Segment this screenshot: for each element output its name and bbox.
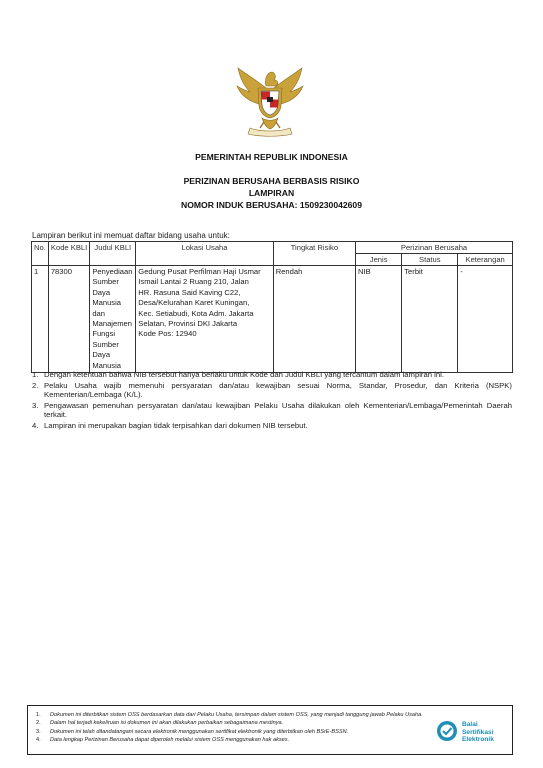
header-lokasi-usaha: Lokasi Usaha (136, 242, 273, 266)
cell-jenis: NIB (356, 266, 402, 373)
header-keterangan: Keterangan (458, 254, 513, 266)
bse-label: Balai Sertifikasi Elektronik (462, 721, 494, 744)
lokasi-line: Selatan, Provinsi DKI Jakarta (138, 319, 238, 329)
list-item: 4. Lampiran ini merupakan bagian tidak terpisahkan dari dokumen NIB tersebut. (32, 420, 308, 430)
header-tingkat-risiko: Tingkat Risiko (273, 242, 355, 266)
list-item: 3. Pengawasan pemenuhan persyaratan dan/atau kewajiban Pelaku Usaha dilakukan oleh Kementerian/Lembaga/Pemerintah Daerah terkait. (32, 400, 512, 420)
header-no: No. (32, 242, 49, 266)
list-item: 1. Dokumen ini diterbitkan sistem OSS berdasarkan data dari Pelaku Usaha, tersimpan dalam sistem OSS, yang menjadi tanggung jawab Pelaku Usaha. (36, 712, 423, 718)
cell-tingkat-risiko: Rendah (273, 266, 355, 373)
header-jenis: Jenis (356, 254, 402, 266)
judul-line: Fungsi (92, 329, 116, 339)
table-header-row (32, 242, 513, 254)
intro-text: Lampiran berikut ini memuat daftar bidang usaha untuk: (32, 231, 230, 240)
judul-line: Daya (92, 350, 111, 360)
judul-line: Manusia dan (92, 298, 122, 318)
document-subtitle: LAMPIRAN (248, 188, 295, 198)
list-item: 2. Dalam hal terjadi kekeliruan isi dokumen ini akan dilakukan perbaikan sebagaimana mestinya. (36, 720, 284, 727)
government-title: PEMERINTAH REPUBLIK INDONESIA (195, 152, 348, 162)
footer-disclaimer-box (27, 705, 513, 755)
lokasi-line: Desa/Kelurahan Karet Kuningan, (138, 298, 250, 308)
cell-judul-kbli (90, 266, 136, 373)
lokasi-line: Gedung Pusat Perfilman Haji Usmar (138, 267, 261, 276)
header-perizinan-berusaha: Perizinan Berusaha (356, 242, 513, 254)
judul-line: Sumber (92, 277, 119, 287)
cell-keterangan: - (458, 266, 513, 373)
lokasi-line: Kec. Setiabudi, Kota Adm. Jakarta (138, 308, 254, 318)
list-item: 3. Dokumen ini telah ditandatangani secara elektronik menggunakan sertifikat elektronik yang diterbitkan oleh BSrE-BSSN. (36, 728, 349, 735)
kbli-table (31, 241, 513, 373)
notes-list (32, 370, 512, 432)
cell-status: Terbit (402, 266, 458, 373)
cell-lokasi-usaha (136, 266, 273, 373)
nib-number: NOMOR INDUK BERUSAHA: 1509230042609 (180, 200, 362, 210)
header-status: Status (402, 254, 458, 266)
list-item: 2. Pelaku Usaha wajib memenuhi persyaratan dan/atau kewajiban sesuai Norma, Standar, Prosedur, dan Kriteria (NSPK) Kementerian/Lembaga (K/L). (32, 380, 512, 400)
garuda-emblem-icon (236, 66, 304, 138)
judul-line: Sumber (92, 339, 119, 349)
judul-line: Penyediaan (92, 267, 133, 276)
list-item: 4. Data lengkap Perizinan Berusaha dapat diperoleh melalui sistem OSS menggunakan hak akses. (36, 737, 290, 744)
cell-no: 1 (32, 266, 49, 373)
lokasi-line: Kode Pos: 12940 (138, 329, 197, 339)
judul-line: Daya (92, 287, 111, 297)
header-judul-kbli: Judul KBLI (90, 242, 136, 266)
footer-list (36, 711, 436, 745)
document-title: PERIZINAN BERUSAHA BERBASIS RISIKO (183, 176, 360, 186)
lokasi-line: HR. Rasuna Said Kaving C22, (138, 287, 241, 297)
bse-logo (436, 720, 510, 744)
lokasi-line: Ismail Lantai 2 Ruang 210, Jalan (138, 277, 249, 287)
table-row (32, 266, 513, 373)
judul-line: Manajemen (92, 319, 132, 329)
header-kode-kbli: Kode KBLI (48, 242, 89, 266)
cell-kode-kbli: 78300 (48, 266, 89, 373)
bse-emblem-icon (436, 720, 458, 742)
judul-line: Manusia (92, 360, 122, 370)
list-item: 1. Dengan ketentuan bahwa NIB tersebut hanya berlaku untuk Kode dan Judul KBLI yang tercantum dalam lampiran ini. (32, 370, 445, 379)
